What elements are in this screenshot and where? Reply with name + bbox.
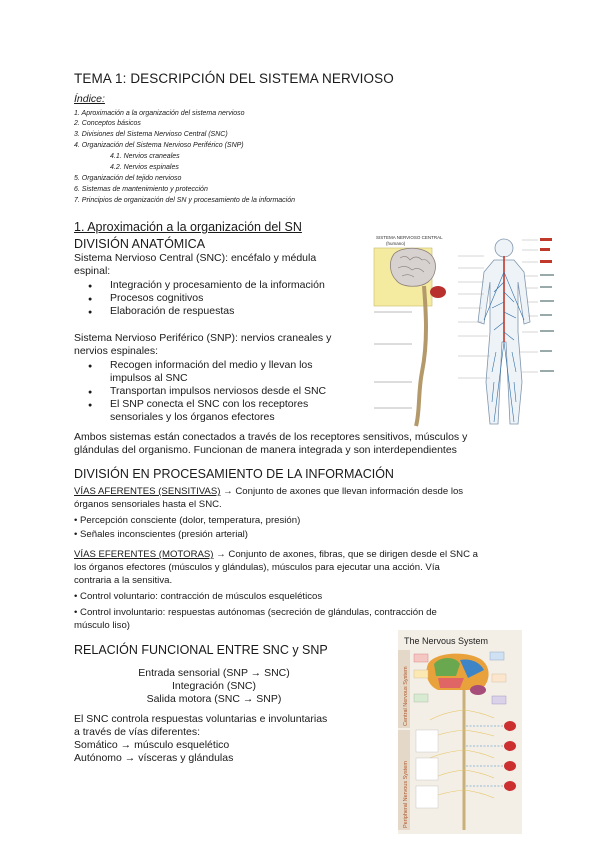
cns-side-label: Central Nervous System bbox=[403, 666, 409, 726]
subsection-heading: DIVISIÓN EN PROCESAMIENTO DE LA INFORMACIÓN bbox=[74, 467, 394, 481]
section-heading: 1. Aproximación a la organización del SN bbox=[74, 220, 302, 234]
index-item: 6. Sistemas de mantenimiento y protección bbox=[74, 186, 208, 193]
paragraph-line: Sistema Nervioso Periférico (SNP): nervios craneales y bbox=[74, 332, 332, 344]
bullet-continuation: impulsos al SNC bbox=[110, 372, 188, 384]
body-figure bbox=[478, 239, 530, 424]
index-item: 2. Conceptos básicos bbox=[74, 120, 141, 127]
index-item: 4.2. Nervios espinales bbox=[110, 164, 179, 171]
nervous-system-diagram bbox=[372, 232, 558, 428]
nervous-system-poster bbox=[398, 630, 522, 834]
afferent-text: → Conjunto de axones que llevan información desde los bbox=[220, 486, 464, 497]
paragraph-line: Somático → músculo esquelético bbox=[74, 739, 230, 751]
page-title: TEMA 1: DESCRIPCIÓN DEL SISTEMA NERVIOSO bbox=[74, 71, 394, 86]
diagram-subtitle: (humano) bbox=[386, 241, 406, 246]
efferent-label: VÍAS EFERENTES (MOTORAS) bbox=[74, 549, 214, 560]
pns-side-label: Peripheral Nervous System bbox=[403, 761, 409, 828]
paragraph-line: El SNC controla respuestas voluntarias e involuntarias bbox=[74, 713, 328, 725]
paragraph-line bbox=[74, 486, 463, 499]
paragraph-line: glándulas del organismo. Funcionan de manera integrada y son interdependientes bbox=[74, 444, 457, 456]
bullet-item: ● El SNP conecta el SNC con los receptores bbox=[110, 398, 308, 411]
bullet-item: • Control involuntario: respuestas autónomas (secreción de glándulas, contracción de bbox=[74, 607, 437, 618]
centered-line: Entrada sensorial (SNP → SNC) bbox=[138, 667, 290, 679]
brain-shape bbox=[390, 248, 435, 286]
bullet-item: ● Procesos cognitivos bbox=[110, 292, 203, 305]
centered-line: Salida motora (SNC → SNP) bbox=[146, 693, 282, 705]
centered-line: Integración (SNC) bbox=[171, 680, 257, 692]
paragraph-line: nervios espinales: bbox=[74, 345, 159, 357]
efferent-text: → Conjunto de axones, fibras, que se dirigen desde el SNC a bbox=[213, 549, 479, 560]
paragraph-line: los órganos efectores (músculos y glándulas), músculos para ejecutar una acción. Vía bbox=[74, 562, 440, 573]
paragraph-line: contraria a la sensitiva. bbox=[74, 575, 173, 586]
index-item: 4.1. Nervios craneales bbox=[110, 153, 180, 160]
paragraph-line bbox=[74, 549, 478, 562]
bullet-item: • Señales inconscientes (presión arterial) bbox=[74, 529, 248, 540]
cerebellum-shape bbox=[430, 286, 446, 298]
brain-illustration bbox=[426, 654, 488, 695]
bullet-item: • Control voluntario: contracción de músculos esqueléticos bbox=[74, 591, 323, 602]
poster-title: The Nervous System bbox=[404, 636, 489, 646]
bullet-continuation: sensoriales y los órganos efectores bbox=[110, 411, 275, 423]
index-item: 5. Organización del tejido nervioso bbox=[74, 175, 182, 182]
bullet-item: • Percepción consciente (dolor, temperatura, presión) bbox=[74, 515, 301, 526]
paragraph-line: espinal: bbox=[74, 265, 111, 277]
index-item: 3. Divisiones del Sistema Nervioso Central (SNC) bbox=[74, 131, 228, 138]
paragraph-line: Autónomo → vísceras y glándulas bbox=[74, 752, 234, 764]
bullet-item: ● Transportan impulsos nerviosos desde el SNC bbox=[110, 385, 326, 398]
subsection-heading: RELACIÓN FUNCIONAL ENTRE SNC y SNP bbox=[74, 643, 328, 657]
subsection-heading: DIVISIÓN ANATÓMICA bbox=[74, 237, 206, 251]
bullet-item: ● Integración y procesamiento de la información bbox=[110, 279, 325, 292]
paragraph-line: Sistema Nervioso Central (SNC): encéfalo y médula bbox=[74, 252, 317, 264]
bullet-item: ● Elaboración de respuestas bbox=[110, 305, 234, 318]
paragraph-line: órganos sensoriales hasta el SNC. bbox=[74, 499, 222, 510]
paragraph-line: a través de vías diferentes: bbox=[74, 726, 201, 738]
paragraph-line: Ambos sistemas están conectados a través de los receptores sensitivos, músculos y bbox=[74, 431, 468, 443]
diagram-title: SISTEMA NERVIOSO CENTRAL bbox=[376, 235, 443, 240]
index-heading: Índice: bbox=[74, 93, 105, 105]
index-item: 4. Organización del Sistema Nervioso Periférico (SNP) bbox=[74, 142, 244, 149]
afferent-label: VÍAS AFERENTES (SENSITIVAS) bbox=[74, 486, 221, 497]
index-item: 7. Principios de organización del SN y procesamiento de la información bbox=[74, 197, 296, 204]
bullet-item: ● Recogen información del medio y llevan los bbox=[110, 359, 313, 372]
bullet-continuation: músculo liso) bbox=[74, 620, 130, 631]
index-item: 1. Aproximación a la organización del sistema nervioso bbox=[74, 110, 245, 117]
spinal-cord bbox=[416, 286, 426, 426]
